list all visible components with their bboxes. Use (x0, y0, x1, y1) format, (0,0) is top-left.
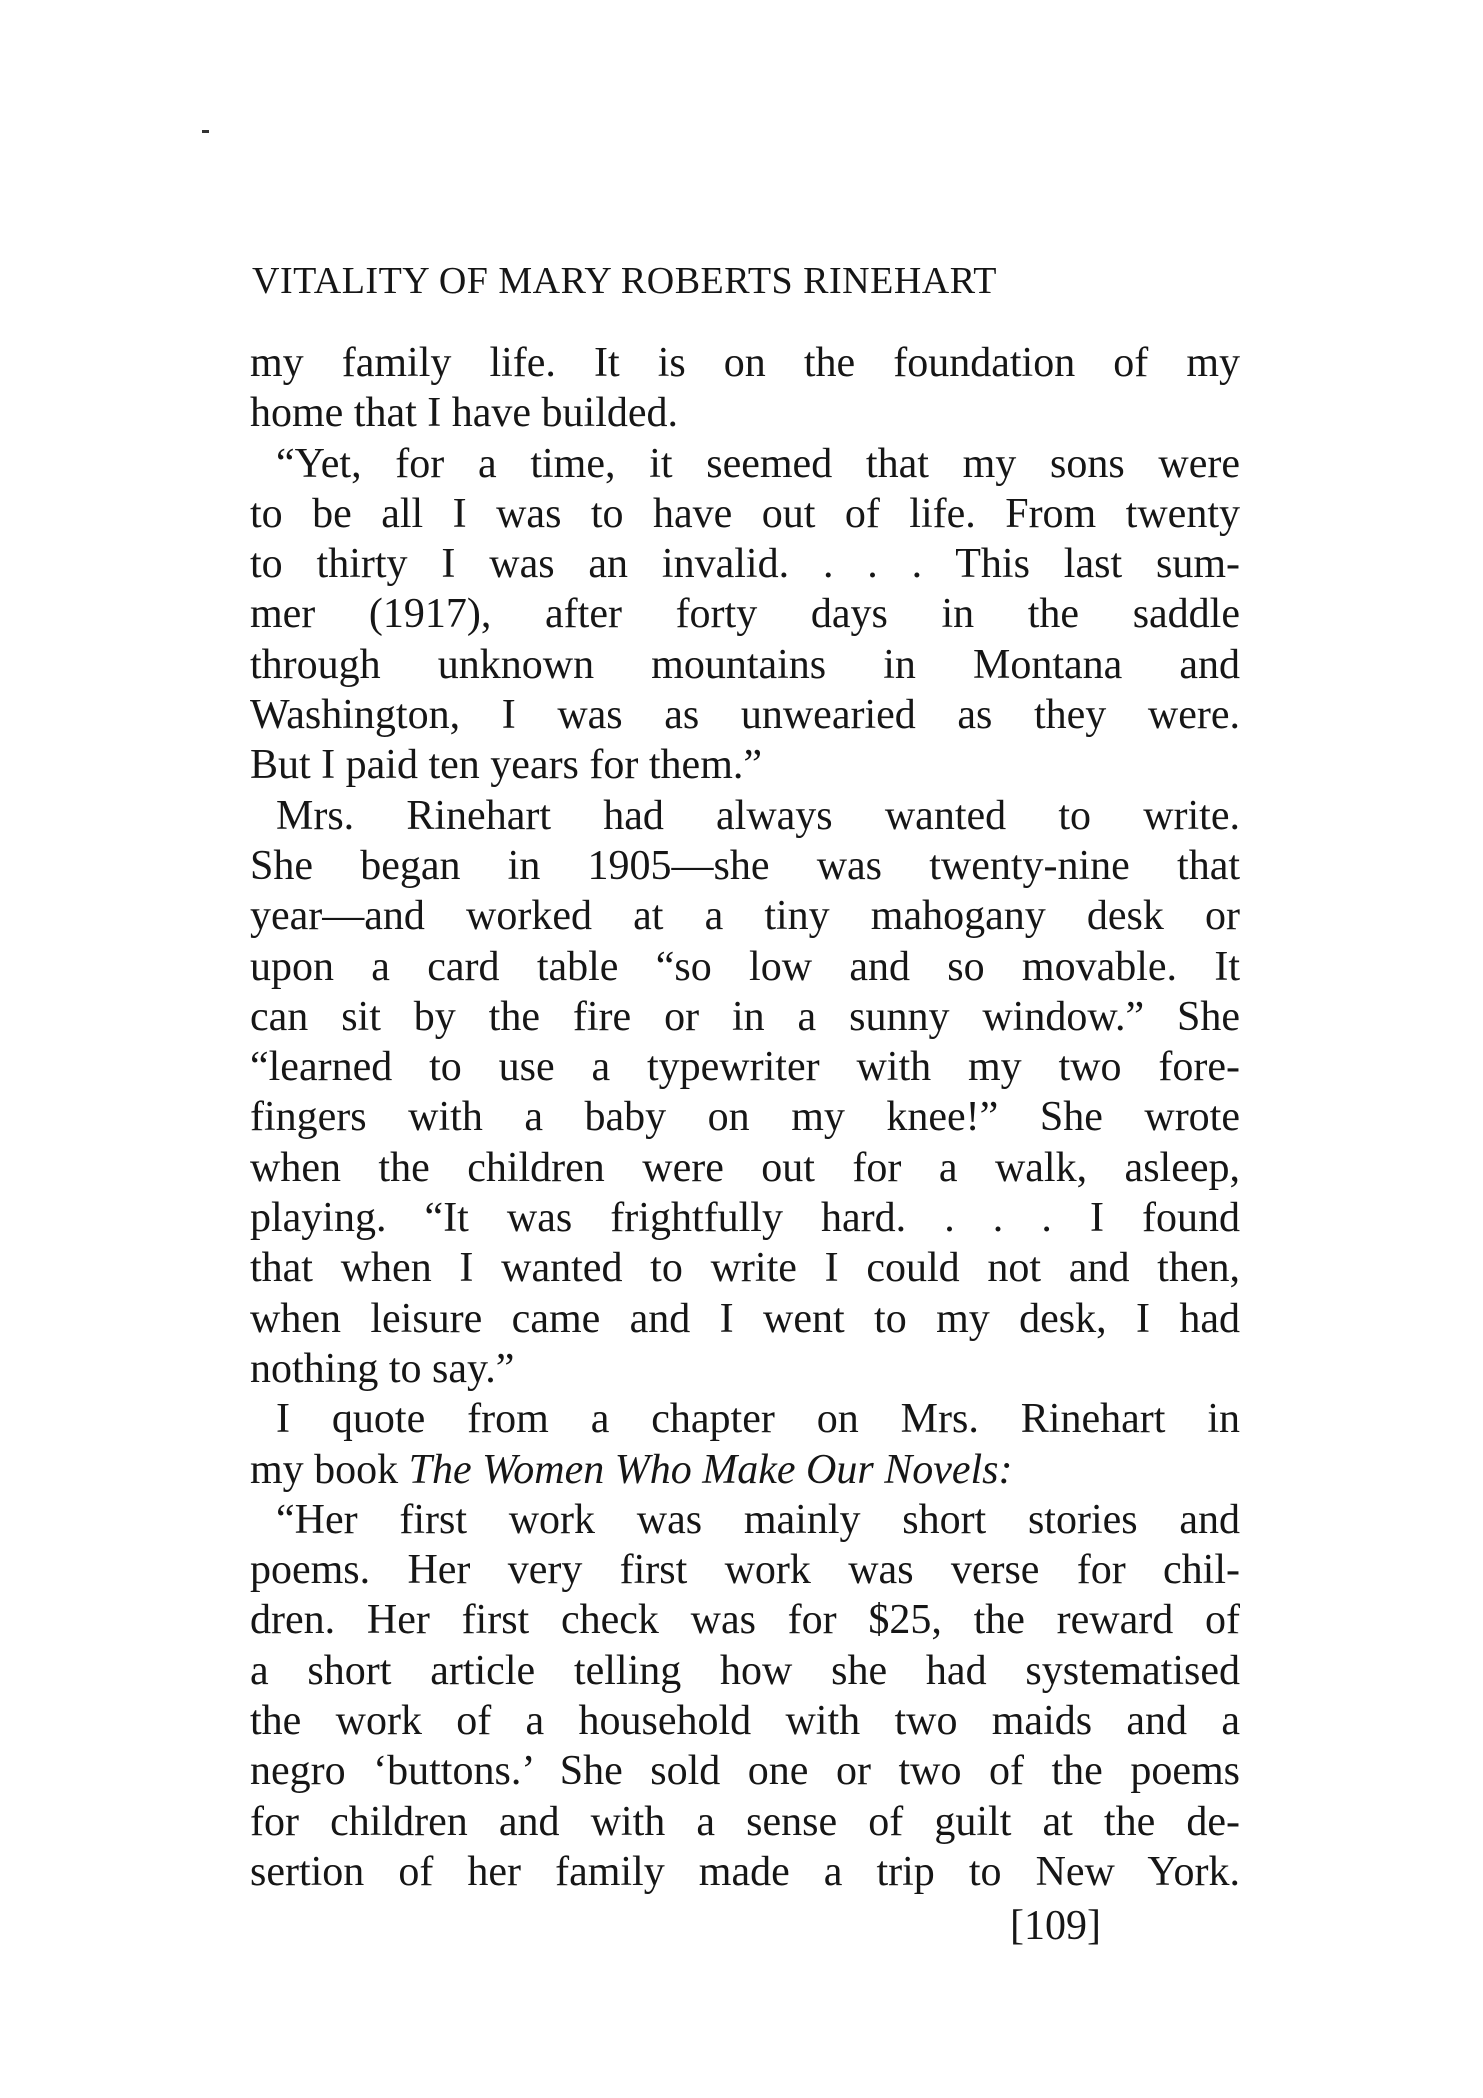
text-line: that when I wanted to write I could not and then, (250, 1245, 1240, 1292)
text-line: playing. “It was frightfully hard. . . . I found (250, 1195, 1240, 1242)
text-line: Washington, I was as unwearied as they were. (250, 692, 1240, 739)
text-line: negro ‘buttons.’ She sold one or two of the poems (250, 1748, 1240, 1795)
text-line: through unknown mountains in Montana and (250, 641, 1240, 688)
text-line: when the children were out for a walk, asleep, (250, 1144, 1240, 1191)
text-line: Mrs. Rinehart had always wanted to write. (276, 792, 1240, 839)
text-line: poems. Her very first work was verse for chil- (250, 1547, 1240, 1594)
text-line: the work of a household with two maids and a (250, 1698, 1240, 1745)
stray-ink-mark (202, 130, 209, 133)
text-line: But I paid ten years for them.” (250, 742, 762, 789)
text-line: “learned to use a typewriter with my two fore- (250, 1044, 1240, 1091)
text-line: when leisure came and I went to my desk, I had (250, 1295, 1240, 1342)
text-line: “Yet, for a time, it seemed that my sons were (276, 440, 1240, 487)
text-line: year—and worked at a tiny mahogany desk or (250, 893, 1240, 940)
text-line: upon a card table “so low and so movable. It (250, 943, 1240, 990)
text-line: a short article telling how she had systematised (250, 1647, 1240, 1694)
text-line (250, 1445, 1240, 1495)
running-head: VITALITY OF MARY ROBERTS RINEHART (252, 260, 997, 302)
text-line: can sit by the fire or in a sunny window.” She (250, 993, 1240, 1040)
text-line: for children and with a sense of guilt at the de- (250, 1798, 1240, 1845)
text-line: dren. Her first check was for $25, the reward of (250, 1597, 1240, 1644)
text-line: I quote from a chapter on Mrs. Rinehart in (276, 1396, 1240, 1443)
page-number: [109] (1010, 1903, 1101, 1949)
text-line: to be all I was to have out of life. From twenty (250, 490, 1240, 537)
text-line: to thirty I was an invalid. . . . This last sum- (250, 541, 1240, 588)
text-line: my family life. It is on the foundation of my (250, 340, 1240, 386)
text-line: “Her first work was mainly short stories and (276, 1496, 1240, 1543)
text-line-roman: my book (250, 1446, 409, 1493)
text-line: mer (1917), after forty days in the saddle (250, 591, 1240, 638)
text-line: home that I have builded. (250, 390, 679, 437)
text-line: sertion of her family made a trip to New York. (250, 1848, 1240, 1895)
text-line: nothing to say.” (250, 1345, 515, 1392)
body-text (250, 338, 1240, 1897)
book-title: The Women Who Make Our Novels: (408, 1446, 1013, 1493)
text-line: fingers with a baby on my knee!” She wrote (250, 1094, 1240, 1141)
text-line: She began in 1905—she was twenty-nine that (250, 842, 1240, 889)
